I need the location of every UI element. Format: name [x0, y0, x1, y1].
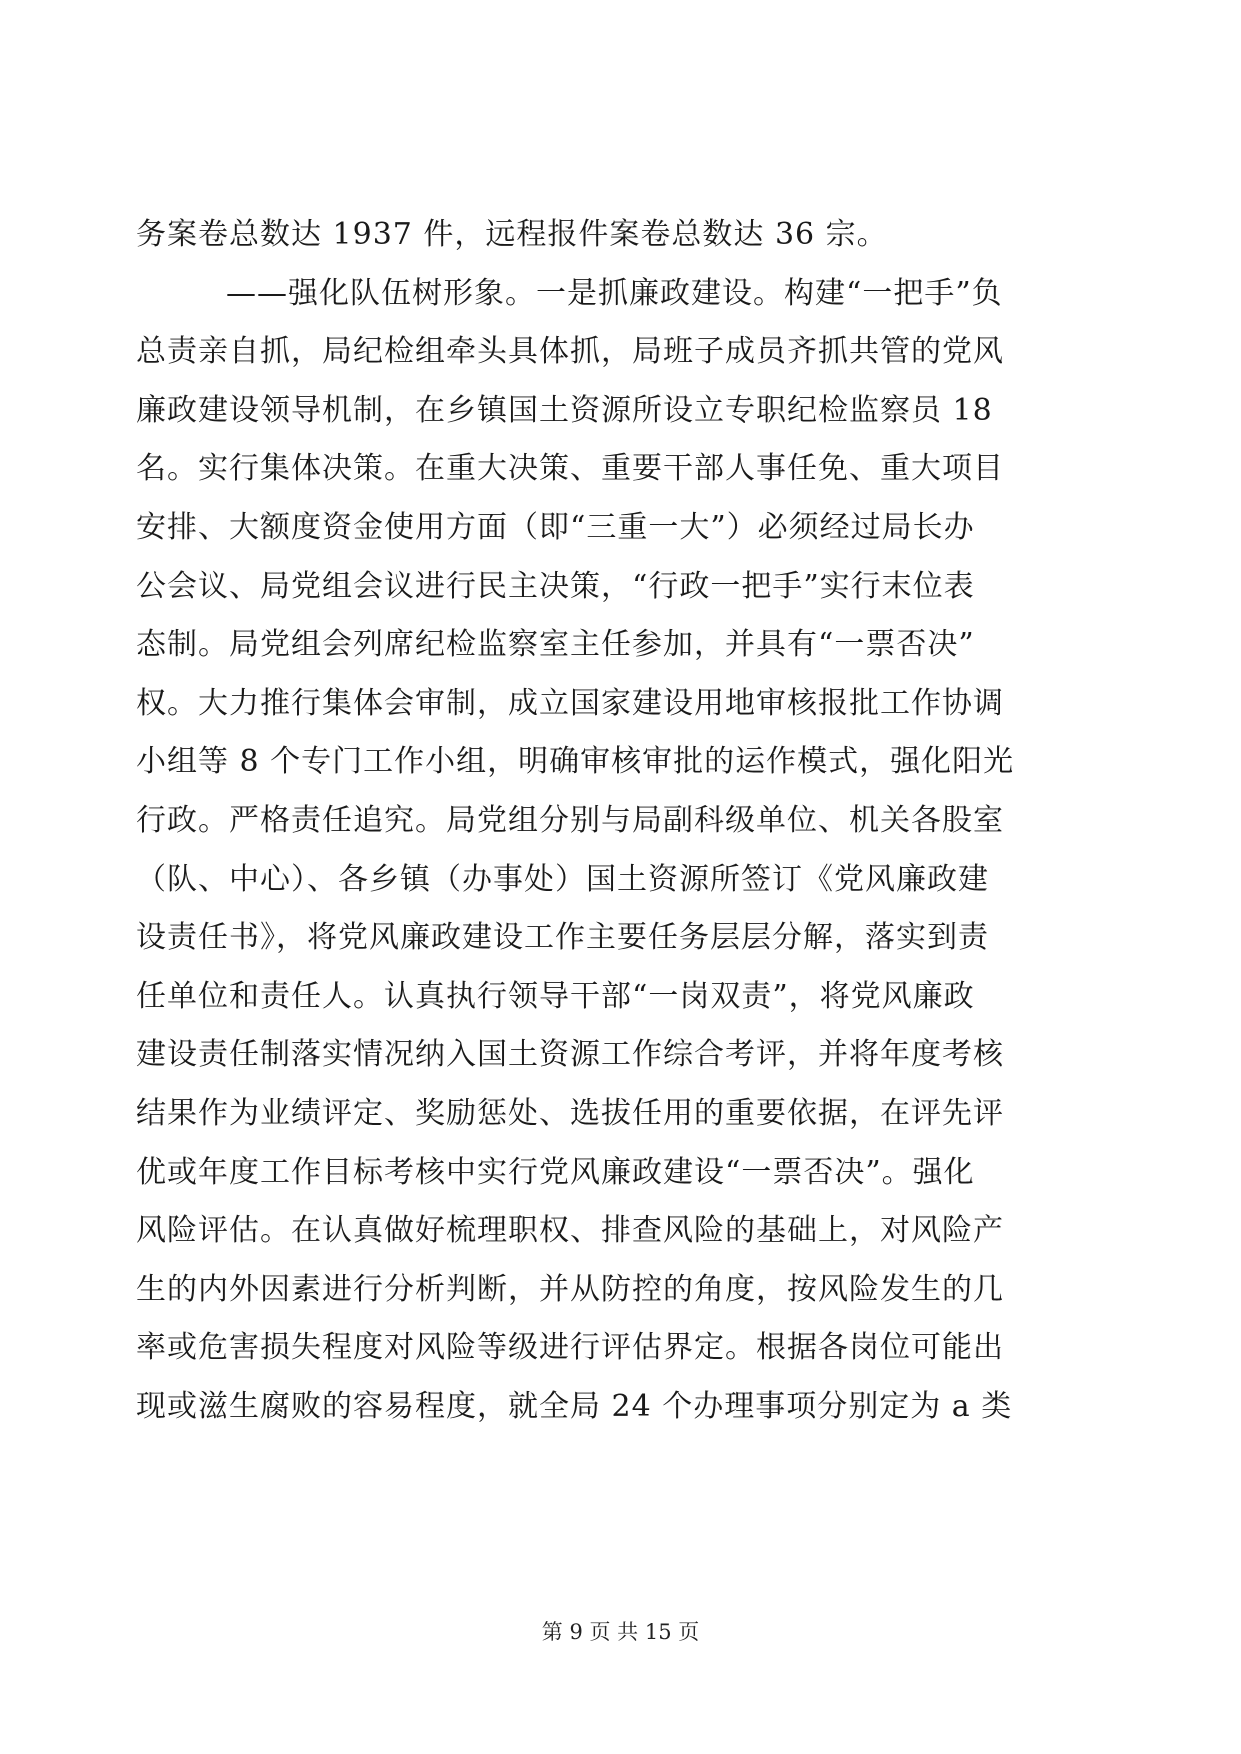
text-line: 风险评估。在认真做好梳理职权、排查风险的基础上，对风险产 [136, 1213, 1004, 1249]
text-line: 小组等 8 个专门工作小组，明确审核审批的运作模式，强化阳光 [136, 744, 1015, 780]
text-line: ——强化队伍树形象。一是抓廉政建设。构建“一把手”负 [226, 275, 1003, 311]
text-line: 结果作为业绩评定、奖励惩处、选拔任用的重要依据，在评先评 [136, 1095, 1004, 1131]
text-line: 权。大力推行集体会审制，成立国家建设用地审核报批工作协调 [136, 685, 1004, 721]
text-line: 生的内外因素进行分析判断，并从防控的角度，按风险发生的几 [136, 1271, 1004, 1307]
text-line: 优或年度工作目标考核中实行党风廉政建设“一票否决”。强化 [136, 1154, 975, 1190]
text-line: 现或滋生腐败的容易程度，就全局 24 个办理事项分别定为 a 类 [136, 1388, 1013, 1424]
text-line: 公会议、局党组会议进行民主决策，“行政一把手”实行末位表 [136, 568, 975, 604]
text-line: 名。实行集体决策。在重大决策、重要干部人事任免、重大项目 [136, 451, 1004, 487]
text-line: 安排、大额度资金使用方面（即“三重一大”）必须经过局长办 [136, 509, 975, 545]
text-line: 设责任书》，将党风廉政建设工作主要任务层层分解，落实到责 [136, 920, 989, 956]
text-line: （队、中心）、各乡镇（办事处）国土资源所签订《党风廉政建 [136, 861, 989, 897]
text-line: 建设责任制落实情况纳入国土资源工作综合考评，并将年度考核 [136, 1037, 1004, 1073]
text-line: 行政。严格责任追究。局党组分别与局副科级单位、机关各股室 [136, 802, 1004, 838]
text-line: 廉政建设领导机制，在乡镇国土资源所设立专职纪检监察员 18 [136, 392, 993, 428]
text-line: 总责亲自抓，局纪检组牵头具体抓，局班子成员齐抓共管的党风 [136, 334, 1004, 370]
text-line: 任单位和责任人。认真执行领导干部“一岗双责”，将党风廉政 [136, 978, 975, 1014]
text-line: 率或危害损失程度对风险等级进行评估界定。根据各岗位可能出 [136, 1330, 1004, 1366]
text-line: 态制。局党组会列席纪检监察室主任参加，并具有“一票否决” [136, 627, 975, 663]
body-text [136, 206, 1092, 1436]
text-line: 务案卷总数达 1937 件，远程报件案卷总数达 36 宗。 [136, 217, 888, 252]
page-number-footer: 第 9 页 共 15 页 [541, 1620, 700, 1644]
